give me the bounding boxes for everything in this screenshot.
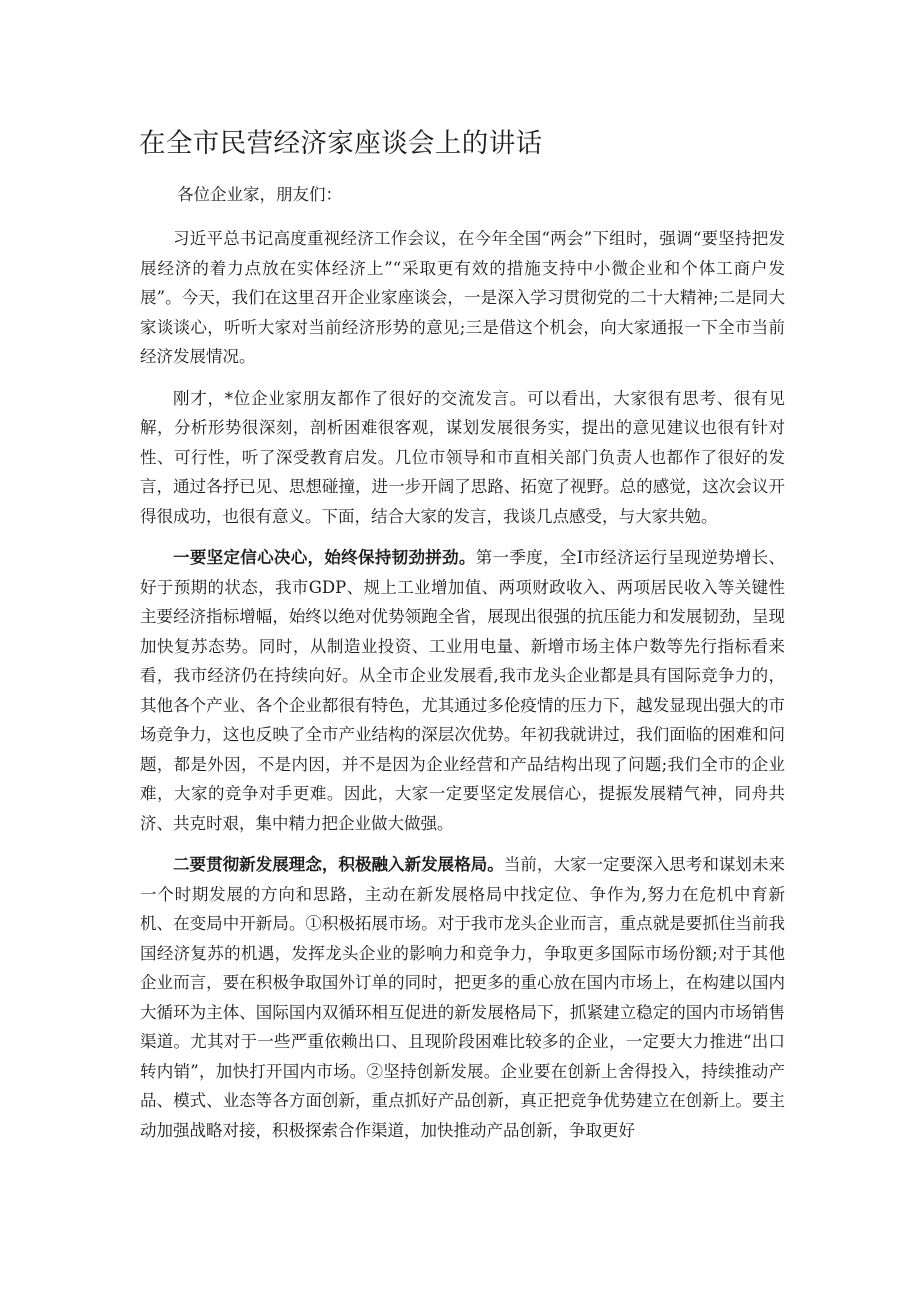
paragraph-lead: 二要贯彻新发展理念，积极融入新发展格局。 xyxy=(173,855,504,874)
paragraph-text: 习近平总书记高度重视经济工作会议，在今年全国“两会”下组时，强调“要坚持把发展经济的着力点放在实体经济上”“采取更有效的措施支持中小微企业和个体工商户发展”。今天，我们在这里召开企业家座谈会，一是深入学习贯彻党的二十大精神;二是同大家谈谈心，听听大家对当前经济形势的意见;三是借这个机会，向大家通报一下全市当前经济发展情况。 xyxy=(140,229,785,366)
document-body xyxy=(140,224,785,1157)
paragraph-feedback xyxy=(140,384,785,532)
paragraph-text: 当前，大家一定要深入思考和谋划未来一个时期发展的方向和思路，主动在新发展格局中找定位、争作为,努力在危机中育新机、在变局中开新局。①积极拓展市场。对于我市龙头企业而言，重点就是要抓住当前我国经济复苏的机遇，发挥龙头企业的影响力和竞争力，争取更多国际市场份额;对于其他企业而言，要在积极争取国外订单的同时，把更多的重心放在国内市场上，在构建以国内大循环为主体、国际国内双循环相互促进的新发展格局下，抓紧建立稳定的国内市场销售渠道。尤其对于一些严重依赖出口、且现阶段困难比较多的企业，一定要大力推进“出口转内销”，加快打开国内市场。②坚持创新发展。企业要在创新上舍得投入，持续推动产品、模式、业态等各方面创新，重点抓好产品创新，真正把竞争优势建立在创新上。要主动加强战略对接，积极探索合作渠道，加快推动产品创新，争取更好 xyxy=(140,855,786,1140)
document-title: 在全市民营经济家座谈会上的讲话 xyxy=(139,128,543,159)
salutation: 各位企业家，朋友们： xyxy=(177,185,342,204)
paragraph-text: 第一季度，全I市经济运行呈现逆势增长、好于预期的状态，我市GDP、规上工业增加值、两项财政收入、两项居民收入等关键性主要经济指标增幅，始终以绝对优势领跑全省，展现出很强的抗压能力和发展韧劲，呈现加快复苏态势。同时，从制造业投资、工业用电量、新增市场主体户数等先行指标看来看，我市经济仍在持续向好。从全市企业发展看,我市龙头企业都是具有国际竞争力的，其他各个产业、各个企业都很有特色，尤其通过多伦疫情的压力下，越发显现出强大的市场竞争力，这也反映了全市产业结构的深层次优势。年初我就讲过，我们面临的困难和问题，都是外因，不是内因，并不是因为企业经营和产品结构出现了问题;我们全市的企业难，大家的竞争对手更难。因此，大家一定要坚定发展信心，提振发展精气神，同舟共济、共克时艰，集中精力把企业做大做强。 xyxy=(140,548,785,833)
paragraph-lead: 一要坚定信心决心，始终保持韧劲拼劲。 xyxy=(173,548,476,567)
paragraph-intro xyxy=(140,224,785,372)
paragraph-text: 刚才，*位企业家朋友都作了很好的交流发言。可以看出，大家很有思考、很有见解，分析形势很深刻，剖析困难很客观，谋划发展很务实，提出的意见建议也很有针对性、可行性，听了深受教育启发。几位市领导和市直相关部门负责人也都作了很好的发言，通过各抒已见、思想碰撞，进一步开阔了思路、拓宽了视野。总的感觉，这次会议开得很成功，也很有意义。下面，结合大家的发言，我谈几点感受，与大家共勉。 xyxy=(140,388,785,526)
paragraph-point-one xyxy=(140,543,785,838)
paragraph-point-two xyxy=(140,850,785,1145)
